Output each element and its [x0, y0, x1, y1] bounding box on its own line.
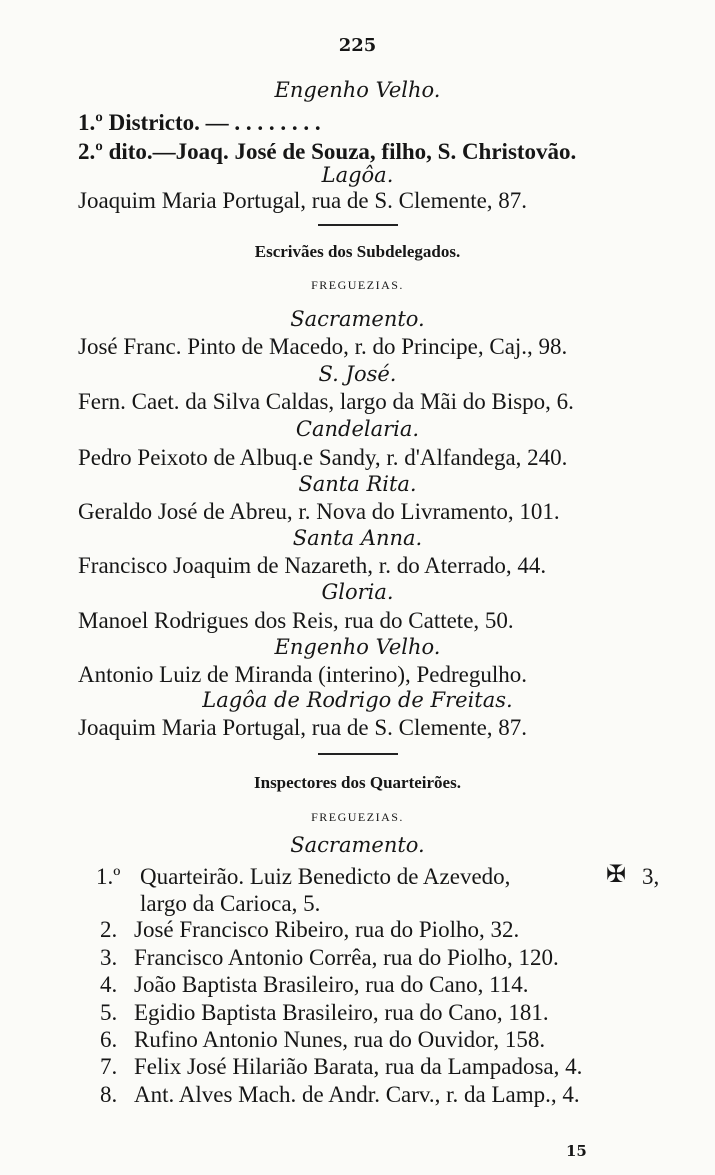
- divider: [318, 224, 398, 226]
- inspector-number: 1.º: [96, 864, 121, 889]
- page-number: 225: [338, 35, 377, 56]
- parish-heading: Sacramento.: [290, 833, 425, 857]
- inspector-entry: Quarteirão. Luiz Benedicto de Azevedo,: [140, 864, 511, 889]
- scribe-entry: Fern. Caet. da Silva Caldas, largo da Mãi do Bispo, 6.: [78, 389, 574, 414]
- parish-heading: Engenho Velho.: [274, 635, 441, 659]
- lagoa-entry: Joaquim Maria Portugal, rua de S. Clemente, 87.: [78, 188, 528, 213]
- section-title-escrivaes: Escrivães dos Subdelegados.: [254, 242, 461, 261]
- section-title-inspectores: Inspectores dos Quarteirões.: [254, 773, 461, 792]
- scribe-entry: Joaquim Maria Portugal, rua de S. Clemente, 87.: [78, 715, 528, 740]
- heading-engenho-velho: Engenho Velho.: [274, 78, 441, 102]
- scribe-entry: Antonio Luiz de Miranda (interino), Pedregulho.: [78, 662, 528, 687]
- inspector-entry-continuation: largo da Carioca, 5.: [140, 891, 321, 916]
- inspector-entry: Ant. Alves Mach. de Andr. Carv., r. da Lamp., 4.: [134, 1082, 580, 1107]
- inspector-number: 4.: [100, 972, 118, 997]
- inspector-entry: João Baptista Brasileiro, rua do Cano, 114.: [134, 972, 529, 997]
- district-line-1: 1.º Districto. — . . . . . . . .: [78, 110, 321, 135]
- section-subtitle-freguezias: FREGUEZIAS.: [311, 278, 404, 292]
- inspector-number: 8.: [100, 1082, 118, 1107]
- signature-mark: 15: [566, 1142, 587, 1160]
- scribe-entry: José Franc. Pinto de Macedo, r. do Principe, Caj., 98.: [78, 334, 568, 359]
- inspector-entry-tail: 3,: [642, 864, 660, 889]
- inspector-entry: Francisco Antonio Corrêa, rua do Piolho, 120.: [134, 945, 559, 970]
- inspector-number: 5.: [100, 1000, 118, 1025]
- inspector-entry: Felix José Hilarião Barata, rua da Lampadosa, 4.: [134, 1054, 583, 1079]
- parish-heading: Gloria.: [321, 580, 394, 604]
- inspector-number: 2.: [100, 917, 118, 942]
- divider: [318, 753, 398, 755]
- inspector-entry: Egidio Baptista Brasileiro, rua do Cano, 181.: [134, 1000, 549, 1025]
- parish-heading: S. José.: [318, 362, 397, 386]
- inspector-entry: Rufino Antonio Nunes, rua do Ouvidor, 158.: [134, 1027, 546, 1052]
- scribe-entry: Francisco Joaquim de Nazareth, r. do Aterrado, 44.: [78, 553, 547, 578]
- parish-heading: Santa Rita.: [298, 472, 417, 496]
- inspector-number: 6.: [100, 1027, 118, 1052]
- parish-heading: Lagôa de Rodrigo de Freitas.: [202, 688, 513, 712]
- inspector-number: 3.: [100, 945, 118, 970]
- inspector-entry: José Francisco Ribeiro, rua do Piolho, 32.: [134, 917, 520, 942]
- scribe-entry: Pedro Peixoto de Albuq.e Sandy, r. d'Alfandega, 240.: [78, 445, 568, 470]
- cross-symbol-icon: ✠: [606, 860, 627, 888]
- scribe-entry: Manoel Rodrigues dos Reis, rua do Cattete, 50.: [78, 608, 514, 633]
- parish-heading: Santa Anna.: [292, 526, 423, 550]
- parish-heading: Candelaria.: [295, 417, 420, 441]
- scribe-entry: Geraldo José de Abreu, r. Nova do Livramento, 101.: [78, 499, 560, 524]
- heading-lagoa: Lagôa.: [321, 163, 394, 187]
- parish-heading: Sacramento.: [290, 307, 425, 331]
- inspector-number: 7.: [100, 1054, 118, 1079]
- district-line-2: 2.º dito.—Joaq. José de Souza, filho, S. Christovão.: [78, 139, 577, 164]
- section-subtitle-freguezias: FREGUEZIAS.: [311, 810, 404, 824]
